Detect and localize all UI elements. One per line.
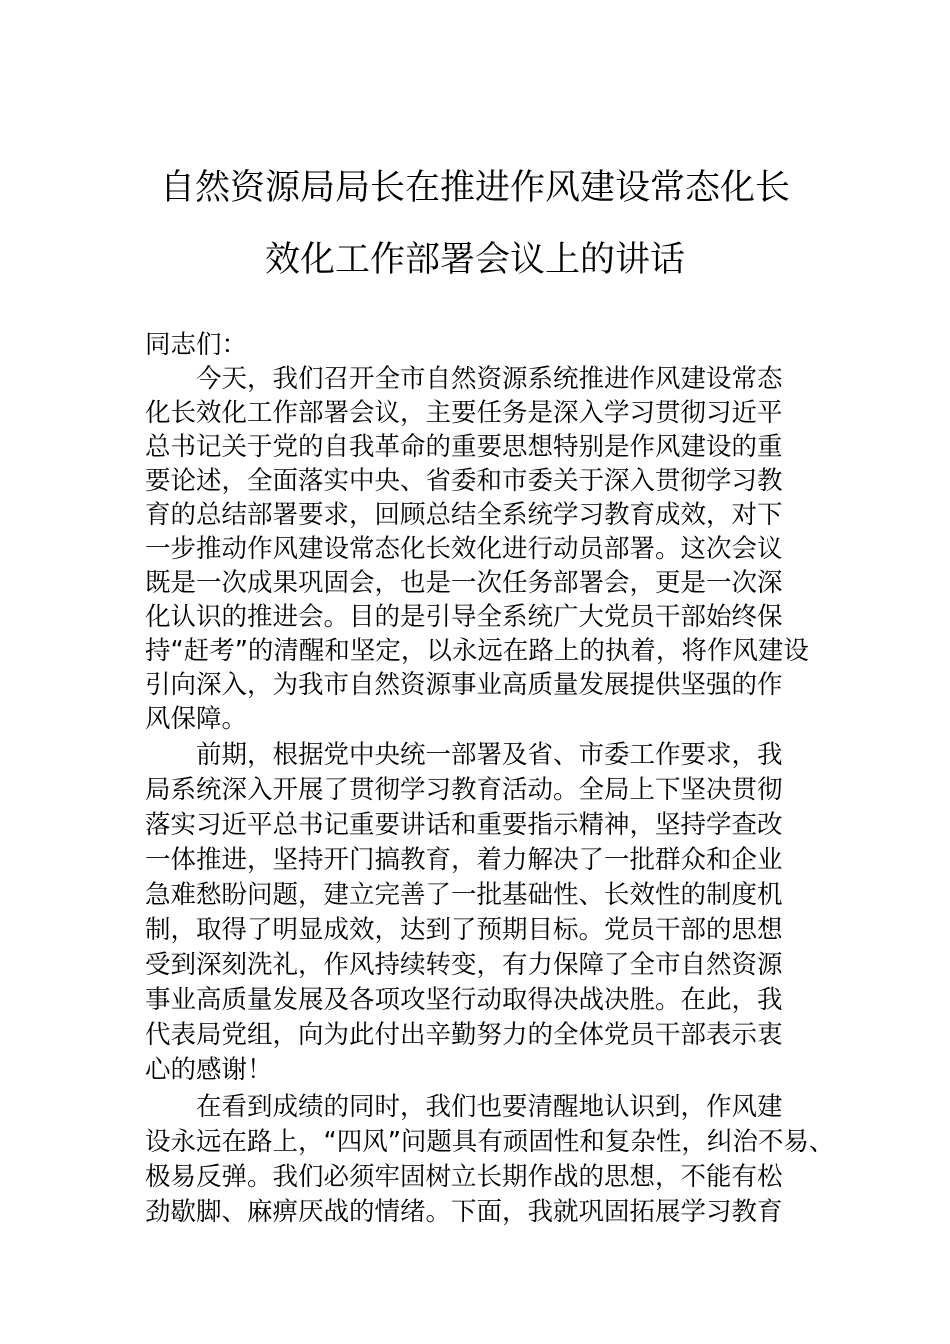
document-title-line-2: 效化工作部署会议上的讲话 bbox=[264, 240, 685, 280]
body-line: 在看到成绩的同时，我们也要清醒地认识到，作风建 bbox=[145, 1092, 783, 1122]
body-line: 劲歇脚、麻痹厌战的情绪。下面，我就巩固拓展学习教育 bbox=[145, 1197, 783, 1227]
body-line: 化长效化工作部署会议，主要任务是深入学习贯彻习近平 bbox=[145, 398, 783, 428]
body-line: 化认识的推进会。目的是引导全系统广大党员干部始终保 bbox=[145, 602, 783, 632]
body-line: 急难愁盼问题，建立完善了一批基础性、长效性的制度机 bbox=[145, 880, 783, 910]
document-title-line-1: 自然资源局局长在推进作风建设常态化长 bbox=[159, 168, 790, 208]
body-line: 事业高质量发展及各项攻坚行动取得决战决胜。在此，我 bbox=[145, 985, 783, 1015]
body-line: 受到深刻洗礼，作风持续转变，有力保障了全市自然资源 bbox=[145, 950, 783, 980]
body-line: 风保障。 bbox=[145, 704, 248, 734]
body-line: 制，取得了明显成效，达到了预期目标。党员干部的思想 bbox=[145, 915, 783, 945]
body-line: 持“赶考”的清醒和坚定，以永远在路上的执着，将作风建设 bbox=[145, 636, 809, 666]
body-line: 局系统深入开展了贯彻学习教育活动。全局上下坚决贯彻 bbox=[145, 775, 783, 805]
body-line: 总书记关于党的自我革命的重要思想特别是作风建设的重 bbox=[145, 432, 783, 462]
body-line: 一步推动作风建设常态化长效化进行动员部署。这次会议 bbox=[145, 534, 783, 564]
salutation: 同志们： bbox=[145, 330, 248, 360]
body-line: 代表局党组，向为此付出辛勤努力的全体党员干部表示衷 bbox=[145, 1020, 783, 1050]
body-line: 育的总结部署要求，回顾总结全系统学习教育成效，对下 bbox=[145, 500, 783, 530]
body-line: 极易反弹。我们必须牢固树立长期作战的思想，不能有松 bbox=[145, 1162, 783, 1192]
body-line: 今天，我们召开全市自然资源系统推进作风建设常态 bbox=[145, 364, 783, 394]
body-line: 前期，根据党中央统一部署及省、市委工作要求，我 bbox=[145, 740, 783, 770]
body-line: 既是一次成果巩固会，也是一次任务部署会，更是一次深 bbox=[145, 568, 783, 598]
body-line: 一体推进，坚持开门搞教育，着力解决了一批群众和企业 bbox=[145, 845, 783, 875]
body-line: 设永远在路上，“四风”问题具有顽固性和复杂性，纠治不易、 bbox=[145, 1127, 835, 1157]
body-line: 心的感谢！ bbox=[145, 1055, 273, 1085]
body-line: 引向深入，为我市自然资源事业高质量发展提供坚强的作 bbox=[145, 670, 783, 700]
body-line: 要论述，全面落实中央、省委和市委关于深入贯彻学习教 bbox=[145, 466, 783, 496]
body-line: 落实习近平总书记重要讲话和重要指示精神，坚持学查改 bbox=[145, 810, 783, 840]
